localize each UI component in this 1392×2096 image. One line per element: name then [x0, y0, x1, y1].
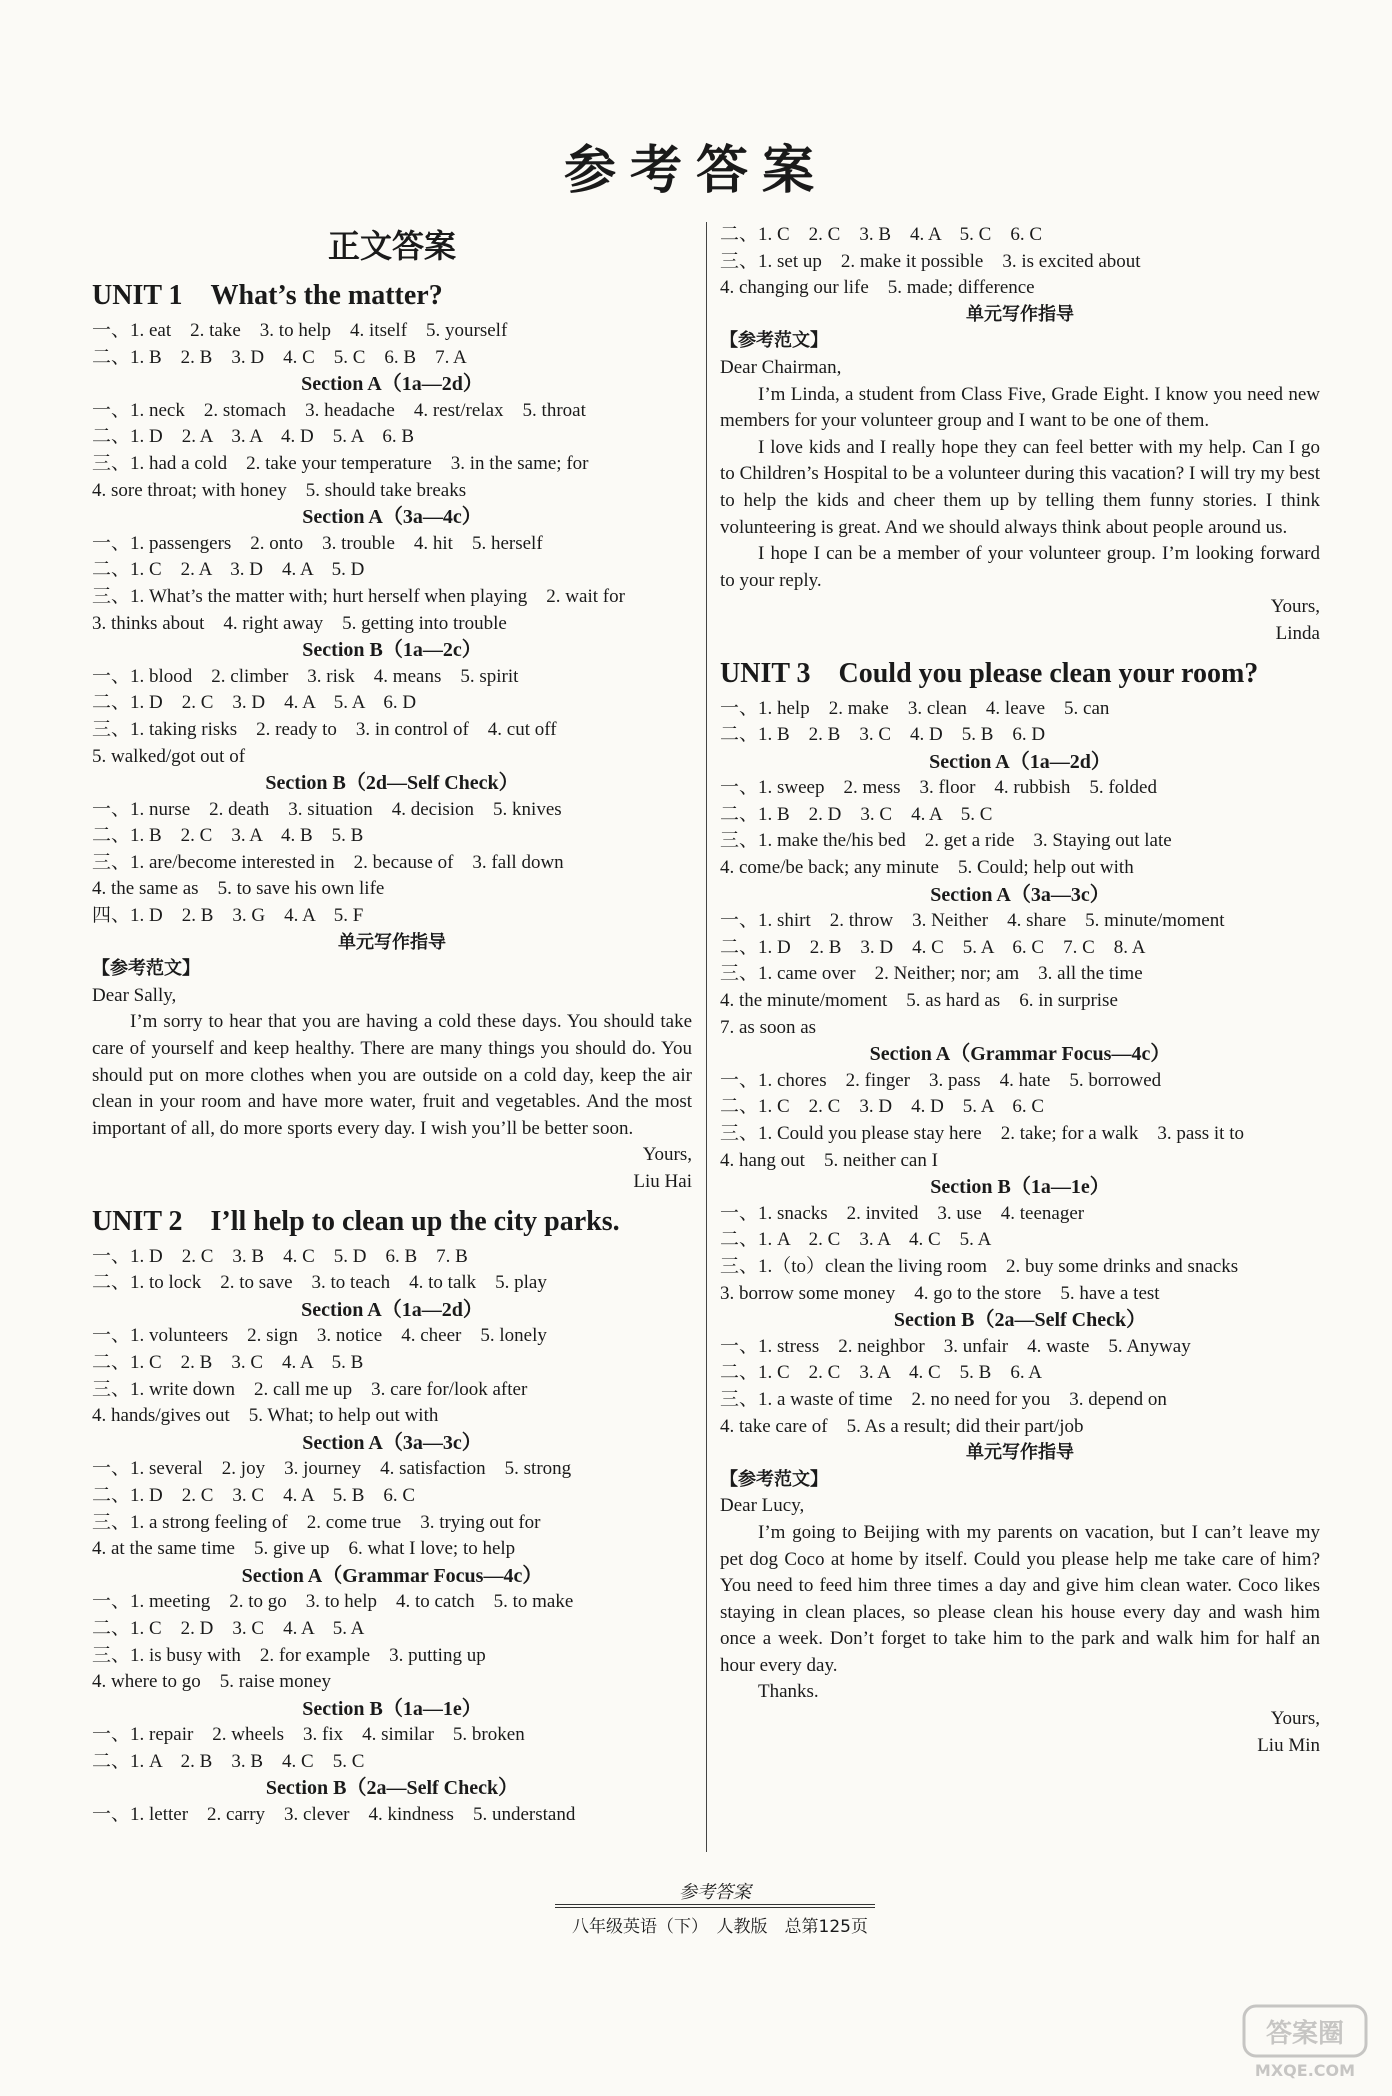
answer-line: 二、1. D 2. C 3. D 4. A 5. A 6. D	[92, 692, 417, 714]
answer-line: 三、1. Could you please stay here 2. take; for a walk 3. pass it to	[720, 1123, 1244, 1144]
answer-line: 三、1. What’s the matter with; hurt herself when playing 2. wait for	[92, 585, 625, 607]
answer-line: 一、1. volunteers 2. sign 3. notice 4. cheer 5. lonely	[92, 1325, 547, 1347]
answer-line: 三、1. are/become interested in 2. because of 3. fall down	[92, 851, 564, 873]
answer-line: Dear Sally,	[92, 984, 177, 1006]
answer-line: 二、1. to lock 2. to save 3. to teach 4. to talk 5. play	[92, 1272, 547, 1294]
answer-line: 二、1. C 2. C 3. A 4. C 5. B 6. A	[720, 1362, 1042, 1384]
answer-line: 三、1. is busy with 2. for example 3. putting up	[92, 1644, 486, 1666]
section-label: Section A（Grammar Focus—4c）	[241, 1564, 543, 1587]
answer-line: 三、1. had a cold 2. take your temperature 3. in the same; for	[92, 452, 589, 474]
footer-label: 参考答案	[679, 1882, 751, 1903]
unit-heading: UNIT 2 I’ll help to clean up the city parks.	[92, 1205, 620, 1237]
essay-paragraph: I hope I can be a member of your volunteer group. I’m looking forward to your reply.	[720, 543, 1320, 591]
unit-heading: UNIT 1 What’s the matter?	[92, 280, 443, 311]
section-label: Section B（2d—Self Check）	[265, 772, 519, 795]
answer-line: 二、1. D 2. C 3. C 4. A 5. B 6. C	[92, 1484, 416, 1506]
signoff-line: Liu Hai	[633, 1171, 692, 1192]
section-label: Section B（2a—Self Check）	[265, 1777, 519, 1800]
signoff-line: Yours,	[1270, 596, 1320, 618]
answer-line: 二、1. D 2. A 3. A 4. D 5. A 6. B	[92, 426, 414, 448]
sample-essay-label: 【参考范文】	[92, 958, 200, 980]
answer-line: 一、1. nurse 2. death 3. situation 4. decision 5. knives	[92, 798, 562, 820]
signoff-line: Yours,	[642, 1144, 692, 1166]
answer-line: 一、1. stress 2. neighbor 3. unfair 4. waste 5. Anyway	[720, 1335, 1191, 1357]
answer-line: 4. come/be back; any minute 5. Could; help out with	[720, 857, 1134, 879]
answer-line: 三、1.（to）clean the living room 2. buy some drinks and snacks	[720, 1255, 1239, 1277]
answer-line: 二、1. B 2. B 3. C 4. D 5. B 6. D	[720, 724, 1046, 746]
answer-line: 一、1. repair 2. wheels 3. fix 4. similar 5. broken	[92, 1724, 525, 1746]
answer-line: 4. changing our life 5. made; difference	[720, 277, 1035, 299]
section-label: Section A（1a—2d）	[301, 373, 483, 396]
signoff-line: Linda	[1275, 622, 1320, 644]
answer-line: 一、1. passengers 2. onto 3. trouble 4. hit 5. herself	[92, 532, 543, 554]
answer-line: 一、1. help 2. make 3. clean 4. leave 5. can	[720, 697, 1110, 719]
answer-line: 二、1. B 2. D 3. C 4. A 5. C	[720, 803, 993, 825]
sample-essay-label: 【参考范文】	[720, 1468, 828, 1490]
answer-line: 二、1. C 2. C 3. B 4. A 5. C 6. C	[720, 224, 1042, 245]
answer-line: 一、1. D 2. C 3. B 4. C 5. D 6. B 7. B	[92, 1245, 468, 1267]
answer-line: 一、1. several 2. joy 3. journey 4. satisfaction 5. strong	[92, 1458, 572, 1480]
column-divider	[706, 222, 707, 1852]
answer-line: 7. as soon as	[720, 1016, 817, 1038]
answer-line: 三、1. a strong feeling of 2. come true 3. trying out for	[92, 1511, 541, 1533]
answer-line: 一、1. chores 2. finger 3. pass 4. hate 5. borrowed	[720, 1069, 1162, 1091]
section-label: Section A（3a—3c）	[930, 883, 1110, 906]
essay-paragraph: Thanks.	[758, 1681, 819, 1703]
section-label: Section A（1a—2d）	[929, 750, 1111, 773]
essay-paragraph: I’m going to Beijing with my parents on vacation, but I can’t leave my pet dog Coco at home by itself. Could you please help me take care of him? You need to feed him three times a day and give him clean water. Coco likes staying in clean places, so please clean his house every day and wash him once a week. Don’t forget to take him to the park and walk him for half an hour every day.	[720, 1521, 1320, 1676]
answer-line: 4. hang out 5. neither can I	[720, 1149, 938, 1171]
left-column	[92, 222, 692, 1829]
answer-line: 一、1. eat 2. take 3. to help 4. itself 5. yourself	[92, 320, 508, 341]
watermark-top: 答案圈	[1265, 2019, 1345, 2049]
answer-line: 二、1. A 2. C 3. A 4. C 5. A	[720, 1229, 992, 1251]
answer-line: 二、1. B 2. B 3. D 4. C 5. C 6. B 7. A	[92, 346, 467, 368]
answer-line: 4. hands/gives out 5. What; to help out with	[92, 1405, 439, 1427]
signoff-line: Yours,	[1270, 1708, 1320, 1730]
answer-line: Dear Lucy,	[720, 1495, 805, 1517]
signoff-line: Liu Min	[1257, 1734, 1320, 1756]
answer-line: 三、1. make the/his bed 2. get a ride 3. Staying out late	[720, 830, 1172, 852]
section-label: Section B（1a—1e）	[930, 1176, 1110, 1199]
answer-line: 一、1. neck 2. stomach 3. headache 4. rest/relax 5. throat	[92, 399, 586, 421]
answer-line: 一、1. shirt 2. throw 3. Neither 4. share 5. minute/moment	[720, 910, 1225, 932]
section-label: Section B（1a—1e）	[302, 1697, 482, 1720]
answer-line: 3. borrow some money 4. go to the store 5. have a test	[720, 1282, 1160, 1304]
right-column	[720, 222, 1320, 1759]
answer-line: 4. the same as 5. to save his own life	[92, 878, 385, 900]
answer-line: 一、1. sweep 2. mess 3. floor 4. rubbish 5. folded	[720, 777, 1157, 799]
answer-line: 一、1. meeting 2. to go 3. to help 4. to catch 5. to make	[92, 1591, 574, 1613]
answer-line: 4. at the same time 5. give up 6. what I love; to help	[92, 1538, 516, 1560]
writing-guide-heading: 单元写作指导	[338, 931, 446, 953]
answer-line: 一、1. letter 2. carry 3. clever 4. kindness 5. understand	[92, 1804, 576, 1826]
answer-line: 二、1. C 2. D 3. C 4. A 5. A	[92, 1617, 365, 1639]
answer-line: 二、1. D 2. B 3. D 4. C 5. A 6. C 7. C 8. A	[720, 936, 1146, 958]
answer-line: 三、1. a waste of time 2. no need for you 3. depend on	[720, 1388, 1167, 1410]
essay-paragraph: I love kids and I really hope they can feel better with my help. Can I go to Children’s Hospital to be a volunteer during this vacation? I will try my best to help the kids and cheer them up by telling them funny stories. I think volunteering is great. And we should always think about people around us.	[720, 436, 1320, 538]
section-label: Section A（3a—4c）	[302, 506, 482, 529]
answer-line: 三、1. write down 2. call me up 3. care for/look after	[92, 1378, 528, 1400]
answer-line: 4. sore throat; with honey 5. should take breaks	[92, 479, 467, 501]
answer-line: 4. the minute/moment 5. as hard as 6. in surprise	[720, 990, 1118, 1012]
answer-line: 四、1. D 2. B 3. G 4. A 5. F	[92, 905, 364, 927]
answer-line: 二、1. C 2. A 3. D 4. A 5. D	[92, 559, 365, 581]
answer-line: 5. walked/got out of	[92, 745, 246, 767]
footer-rule	[555, 1907, 875, 1908]
section-label: Section A（1a—2d）	[301, 1298, 483, 1321]
writing-guide-heading: 单元写作指导	[966, 303, 1074, 325]
footer-page-info: 八年级英语（下） 人教版 总第125页	[572, 1917, 868, 1937]
answer-line: 4. take care of 5. As a result; did their part/job	[720, 1415, 1084, 1437]
answer-line: 二、1. C 2. B 3. C 4. A 5. B	[92, 1351, 364, 1373]
answer-line: 三、1. taking risks 2. ready to 3. in control of 4. cut off	[92, 718, 557, 740]
page-title: 参考答案	[563, 141, 828, 201]
essay-paragraph: I’m sorry to hear that you are having a cold these days. You should take care of yourself and keep healthy. There are many things you should do. You should put on more clothes when you are outside on a cold day, keep the air clean in your room and have more water, fruit and vegetables. And the most important of all, do more sports every day. I wish you’ll be better soon.	[92, 1011, 692, 1139]
answer-line: 一、1. blood 2. climber 3. risk 4. means 5. spirit	[92, 665, 519, 687]
section-label: Section A（3a—3c）	[302, 1431, 482, 1454]
answer-line: 一、1. snacks 2. invited 3. use 4. teenager	[720, 1202, 1085, 1224]
answer-line: Dear Chairman,	[720, 356, 842, 378]
writing-guide-heading: 单元写作指导	[966, 1442, 1074, 1464]
sample-essay-label: 【参考范文】	[720, 330, 828, 352]
answer-line: 二、1. B 2. C 3. A 4. B 5. B	[92, 825, 364, 847]
section-label: Section B（2a—Self Check）	[893, 1309, 1147, 1332]
unit-heading: UNIT 3 Could you please clean your room?	[720, 657, 1259, 689]
answer-line: 3. thinks about 4. right away 5. getting into trouble	[92, 612, 507, 634]
answer-line: 三、1. came over 2. Neither; nor; am 3. all the time	[720, 963, 1143, 985]
answer-line: 三、1. set up 2. make it possible 3. is excited about	[720, 250, 1141, 272]
section-label: Section B（1a—2c）	[302, 639, 482, 662]
section-label: Section A（Grammar Focus—4c）	[869, 1043, 1171, 1066]
answer-line: 二、1. C 2. C 3. D 4. D 5. A 6. C	[720, 1096, 1045, 1118]
watermark-logo	[1240, 2000, 1370, 2084]
watermark-bottom: MXQE.COM	[1254, 2061, 1356, 2080]
essay-paragraph: I’m Linda, a student from Class Five, Grade Eight. I know you need new members for your volunteer group and I want to be one of them.	[720, 383, 1320, 432]
answer-line: 二、1. A 2. B 3. B 4. C 5. C	[92, 1750, 365, 1772]
section-heading: 正文答案	[327, 227, 456, 265]
answer-line: 4. where to go 5. raise money	[92, 1671, 332, 1693]
footer-rule	[555, 1904, 875, 1905]
